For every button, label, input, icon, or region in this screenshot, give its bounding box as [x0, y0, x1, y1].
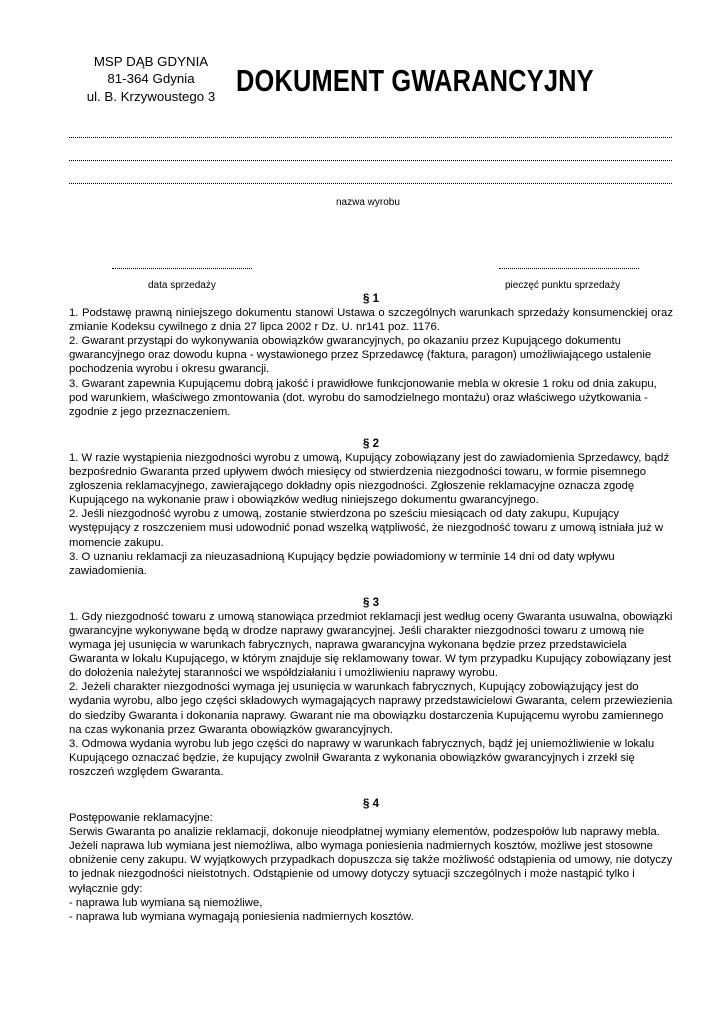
product-name-line-3 — [69, 183, 672, 185]
section-title: § 4 — [363, 798, 379, 810]
section-paragraph: - naprawa lub wymiana wymagają poniesienia nadmiernych kosztów. — [69, 910, 414, 923]
section-paragraph: - naprawa lub wymiana są niemożliwe, — [69, 896, 263, 909]
stamp-line — [499, 268, 639, 270]
warranty-terms — [69, 292, 673, 924]
product-name-label: nazwa wyrobu — [336, 197, 400, 208]
sale-date-label: data sprzedaży — [148, 280, 216, 291]
section-paragraph: 2. Jeżeli charakter niezgodności wymaga jej usunięcia w warunkach fabrycznych, Kupujący zobowiązujący jest do wydania wyrobu, albo jego części składowych wymagających naprawy przedstawicielowi Gwaranta, celem przewiezienia do siedziby Gwaranta i dokonania naprawy. Gwarant nie ma obowiązku dostarczenia Kupującemu wyrobu zamiennego na czas wykonania przez Gwaranta obowiązków gwarancyjnych. — [69, 681, 673, 736]
section-title: § 2 — [363, 437, 379, 450]
section-title: § 3 — [363, 596, 379, 609]
section-paragraph: 1. Gdy niezgodność towaru z umową stanowiąca przedmiot reklamacji jest według oceny Gwaranta usuwalna, obowiązki gwarancyjne wykonywane będą w drodze naprawy gwarancyjnej. Jeśli charakter niezgodności towaru z umową nie wymaga jej usunięcia w warunkach fabrycznych, naprawa gwarancyjna wykonana będzie przez przedstawiciela Gwaranta w lokalu Kupującego, w którym znajduje się reklamowany towar. W tym przypadku Kupujący zobowiązany jest do dołożenia należytej staranności we współdziałaniu i umożliwieniu naprawy wyrobu. — [69, 610, 673, 680]
section-paragraph: 2. Jeśli niezgodność wyrobu z umową, zostanie stwierdzona po sześciu miesiącach od daty zakupu, Kupujący występujący z roszczeniem musi udowodnić ponad wszelką wątpliwość, że niezgodność towaru z umową istniała już w momencie zakupu. — [69, 508, 663, 549]
section-paragraph: 3. O uznaniu reklamacji za nieuzasadnioną Kupujący będzie powiadomiony w terminie 14 dni od daty wpływu zawiadomienia. — [69, 550, 615, 577]
company-name: MSP DĄB GDYNIA — [93, 54, 209, 69]
stamp-label: pieczęć punktu sprzedaży — [505, 280, 621, 291]
section-paragraph: 2. Gwarant przystąpi do wykonywania obowiązków gwarancyjnych, po okazaniu przez Kupującego dokumentu gwarancyjnego oraz dowodu kupna - wystawionego przez Sprzedawcę (faktura, paragon) umożliwiającego ustalenie pochodzenia wyrobu i okresu gwarancji. — [69, 335, 652, 376]
section-paragraph: Postępowanie reklamacyjne: — [69, 812, 213, 825]
company-city: 81-364 Gdynia — [107, 71, 195, 87]
document-title: DOKUMENT GWARANCYJNY — [236, 63, 594, 98]
section-paragraph: 1. Podstawę prawną niniejszego dokumentu stanowi Ustawa o szczególnych warunkach sprzedaży konsumenckiej oraz zmianie Kodeksu cywilnego z dnia 27 lipca 2002 r Dz. U. nr141 poz. 1176. — [69, 307, 673, 334]
product-name-line-2 — [69, 160, 672, 162]
product-name-line-1 — [69, 137, 672, 139]
section-paragraph: Serwis Gwaranta po analizie reklamacji, dokonuje nieodpłatnej wymiany elementów, podzespołów lub naprawy mebla. Jeżeli naprawa lub wymiana jest niemożliwa, albo wymaga poniesienia nadmiernych kosztów, możliwe jest stosowne obniżenie ceny zakupu. W wyjątkowych przypadkach dopuszcza się także możliwość odstąpienia od umowy, nie dotyczy to jednak niezgodności nieistotnych. Odstąpienie od umowy dotyczy sytuacji szczególnych i może nastąpić tylko i wyłącznie gdy: — [69, 826, 673, 895]
section-paragraph: 1. W razie wystąpienia niezgodności wyrobu z umową, Kupujący zobowiązany jest do zawiadomienia Sprzedawcy, bądź bezpośrednio Gwaranta przed upływem dwóch miesięcy od stwierdzenia niezgodności towaru, w formie pisemnego zgłoszenia reklamacyjnego, zawierającego dokładny opis niezgodności. Zgłoszenie reklamacyjne oznacza zgodę Kupującego na wykonanie praw i obowiązków według niniejszego dokumentu gwarancyjnego. — [69, 451, 670, 507]
sale-date-line — [112, 268, 252, 270]
section-title: § 1 — [363, 293, 379, 305]
section-paragraph: 3. Odmowa wydania wyrobu lub jego części do naprawy w warunkach fabrycznych, bądź jej uniemożliwienie w lokalu Kupującego oznaczać będzie, że kupujący zwolnił Gwaranta z wykonania obowiązków gwarancyjnych i zrzekł się roszczeń względem Gwaranta. — [69, 737, 655, 778]
company-street: ul. B. Krzywoustego 3 — [86, 88, 216, 104]
company-address — [58, 53, 244, 105]
section-paragraph: 3. Gwarant zapewnia Kupującemu dobrą jakość i prawidłowe funkcjonowanie mebla w okresie 1 roku od dnia zakupu, pod warunkiem, właściwego zmontowania (dot. wyrobu do samodzielnego montażu) oraz właściwego użytkowania - zgodnie z jego przeznaczeniem. — [69, 377, 657, 418]
